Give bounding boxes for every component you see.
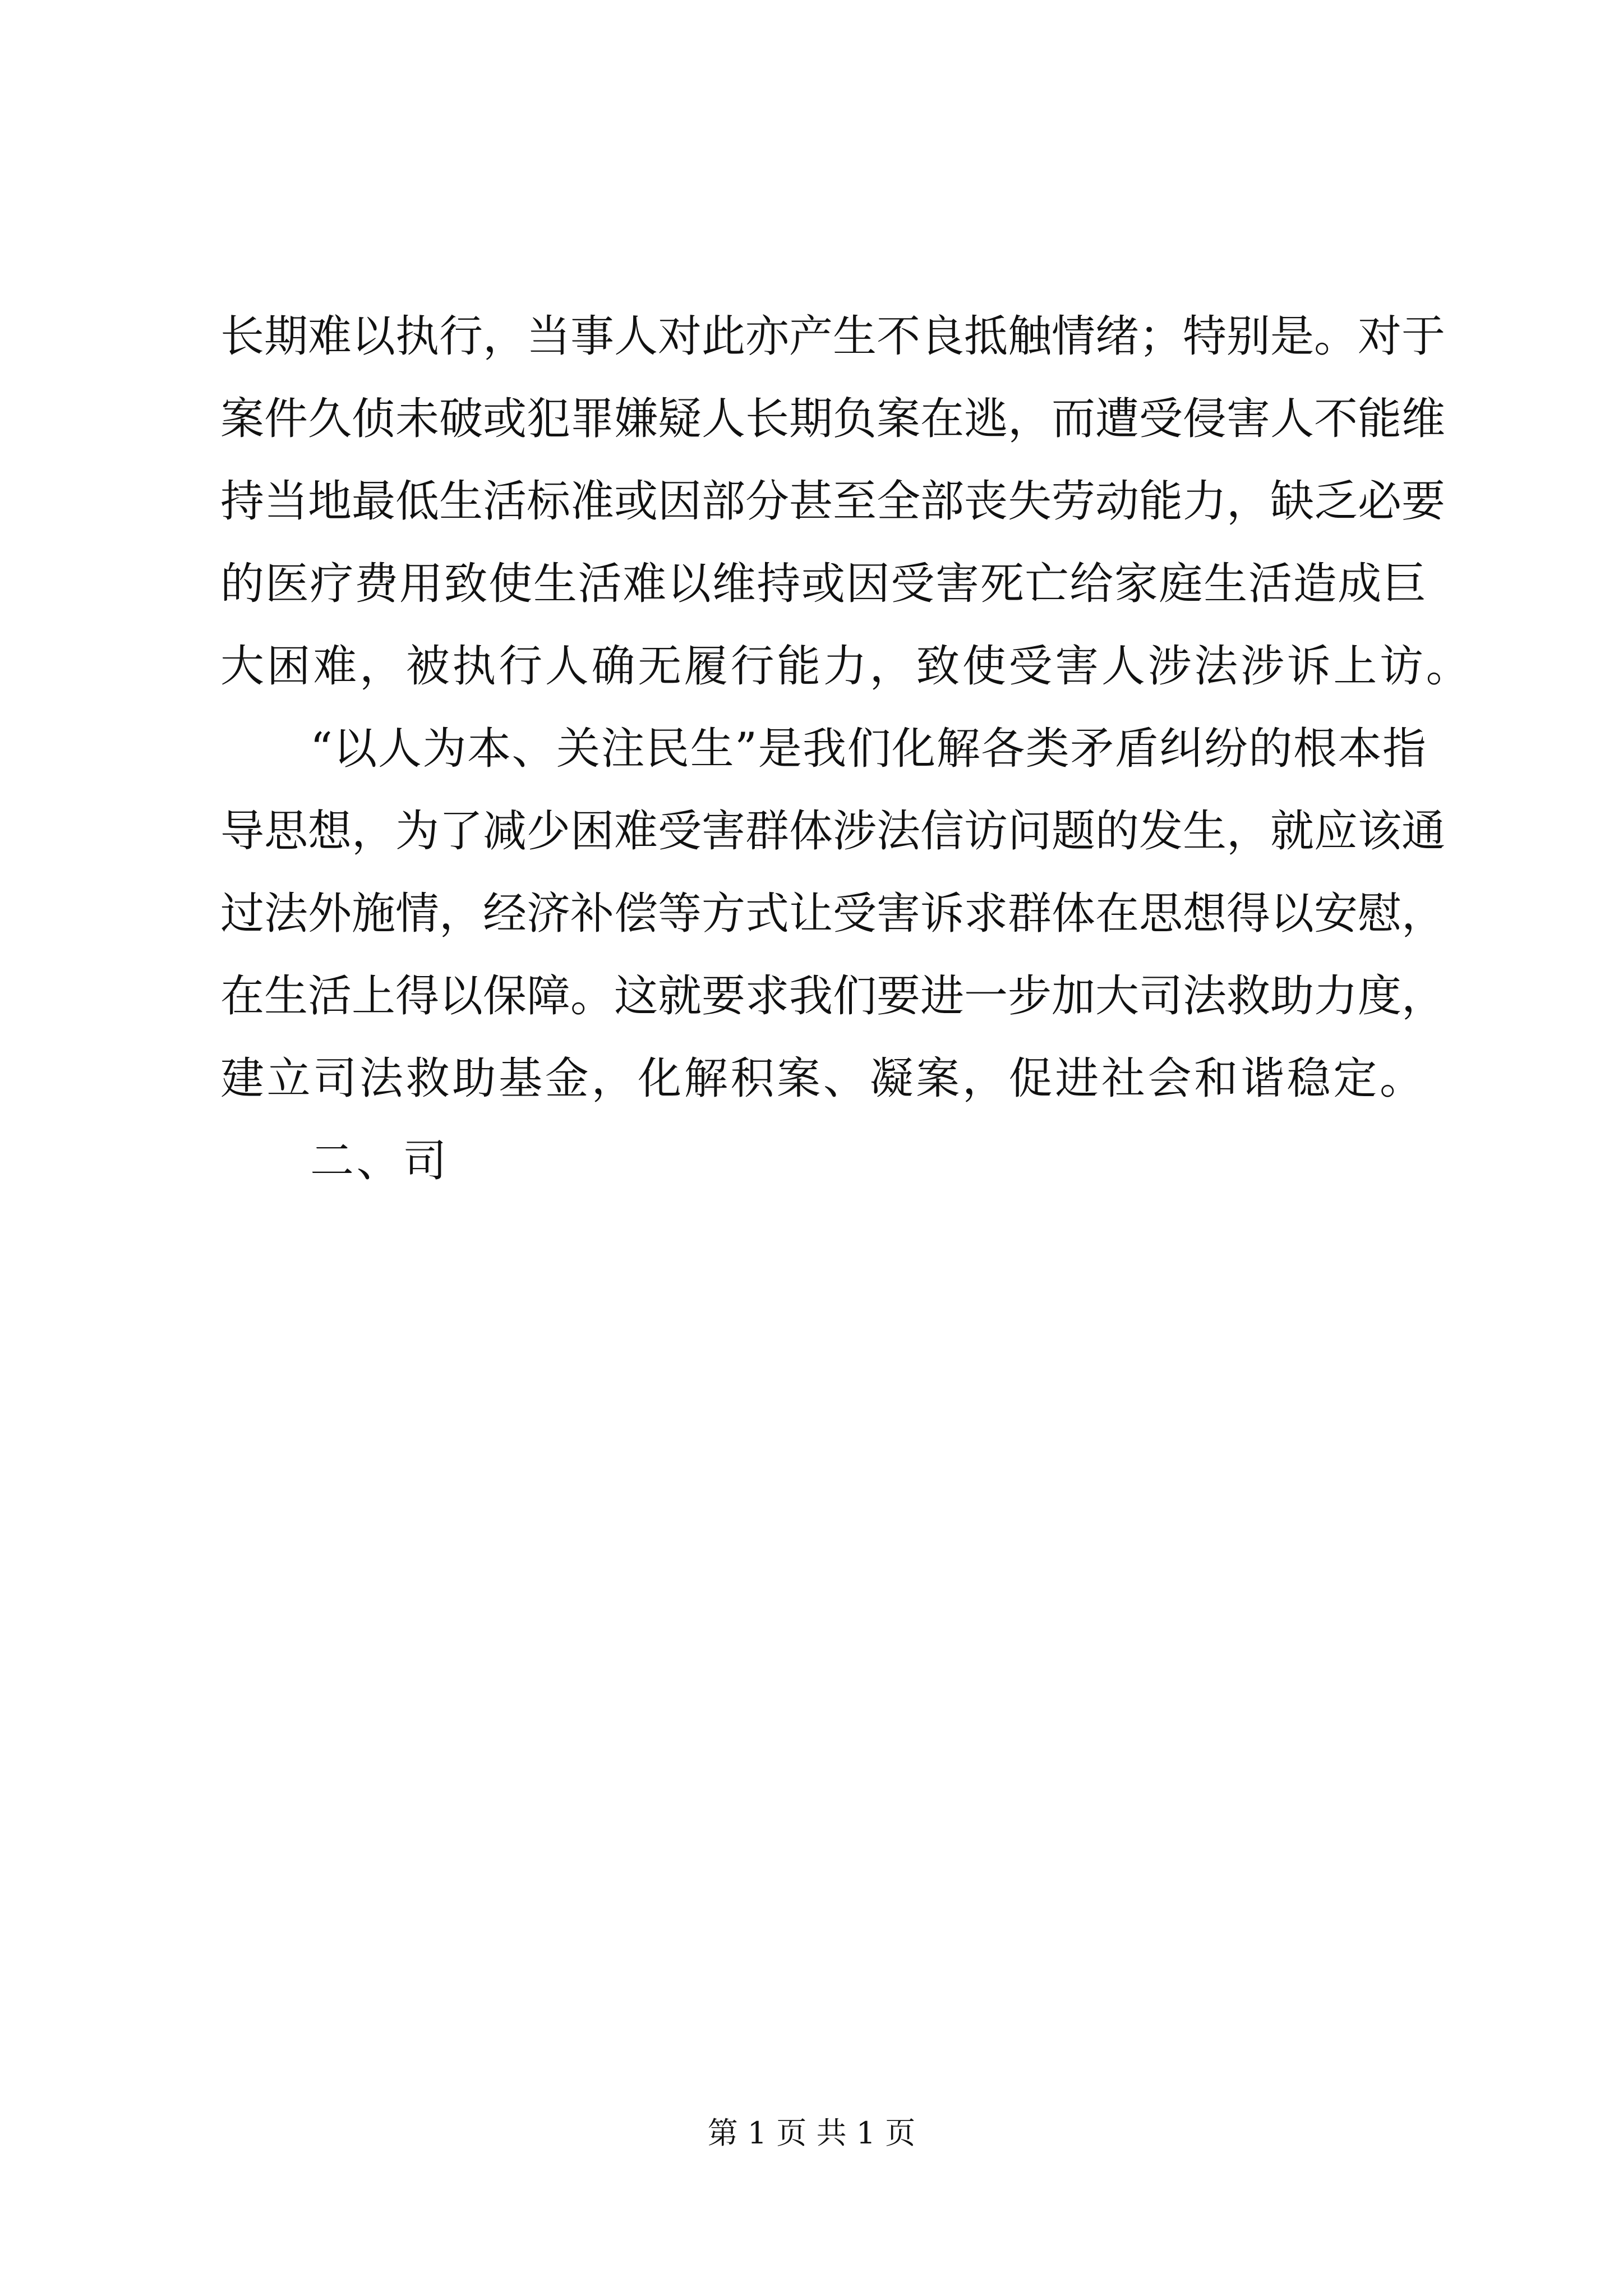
paragraph-2-line-1: “以人为本、关注民生”是我们化解各类矛盾纠纷的根本指 <box>310 724 1426 774</box>
paragraph-1-line-4: 的医疗费用致使生活难以维持或因受害死亡给家庭生活造成巨 <box>220 559 1426 609</box>
paragraph-2-line-2: 导思想，为了减少困难受害群体涉法信访问题的发生，就应该通 <box>220 806 1446 857</box>
paragraph-1-line-1: 长期难以执行，当事人对此亦产生不良抵触情绪；特别是。对于 <box>220 311 1446 362</box>
paragraph-1-line-3: 持当地最低生活标准或因部分甚至全部丧失劳动能力，缺乏必要 <box>220 476 1446 527</box>
section-heading: 二、司 <box>310 1136 450 1186</box>
paragraph-1-line-5: 大困难，被执行人确无履行能力，致使受害人涉法涉诉上访。 <box>220 641 1473 692</box>
paragraph-2-line-3: 过法外施情，经济补偿等方式让受害诉求群体在思想得以安慰， <box>220 889 1446 939</box>
page-number-footer: 第 1 页 共 1 页 <box>707 2115 916 2151</box>
paragraph-2-line-4: 在生活上得以保障。这就要求我们要进一步加大司法救助力度， <box>220 971 1446 1022</box>
paragraph-2-line-5: 建立司法救助基金，化解积案、凝案，促进社会和谐稳定。 <box>220 1053 1426 1104</box>
paragraph-1-line-2: 案件久侦未破或犯罪嫌疑人长期负案在逃，而遭受侵害人不能维 <box>220 394 1446 444</box>
